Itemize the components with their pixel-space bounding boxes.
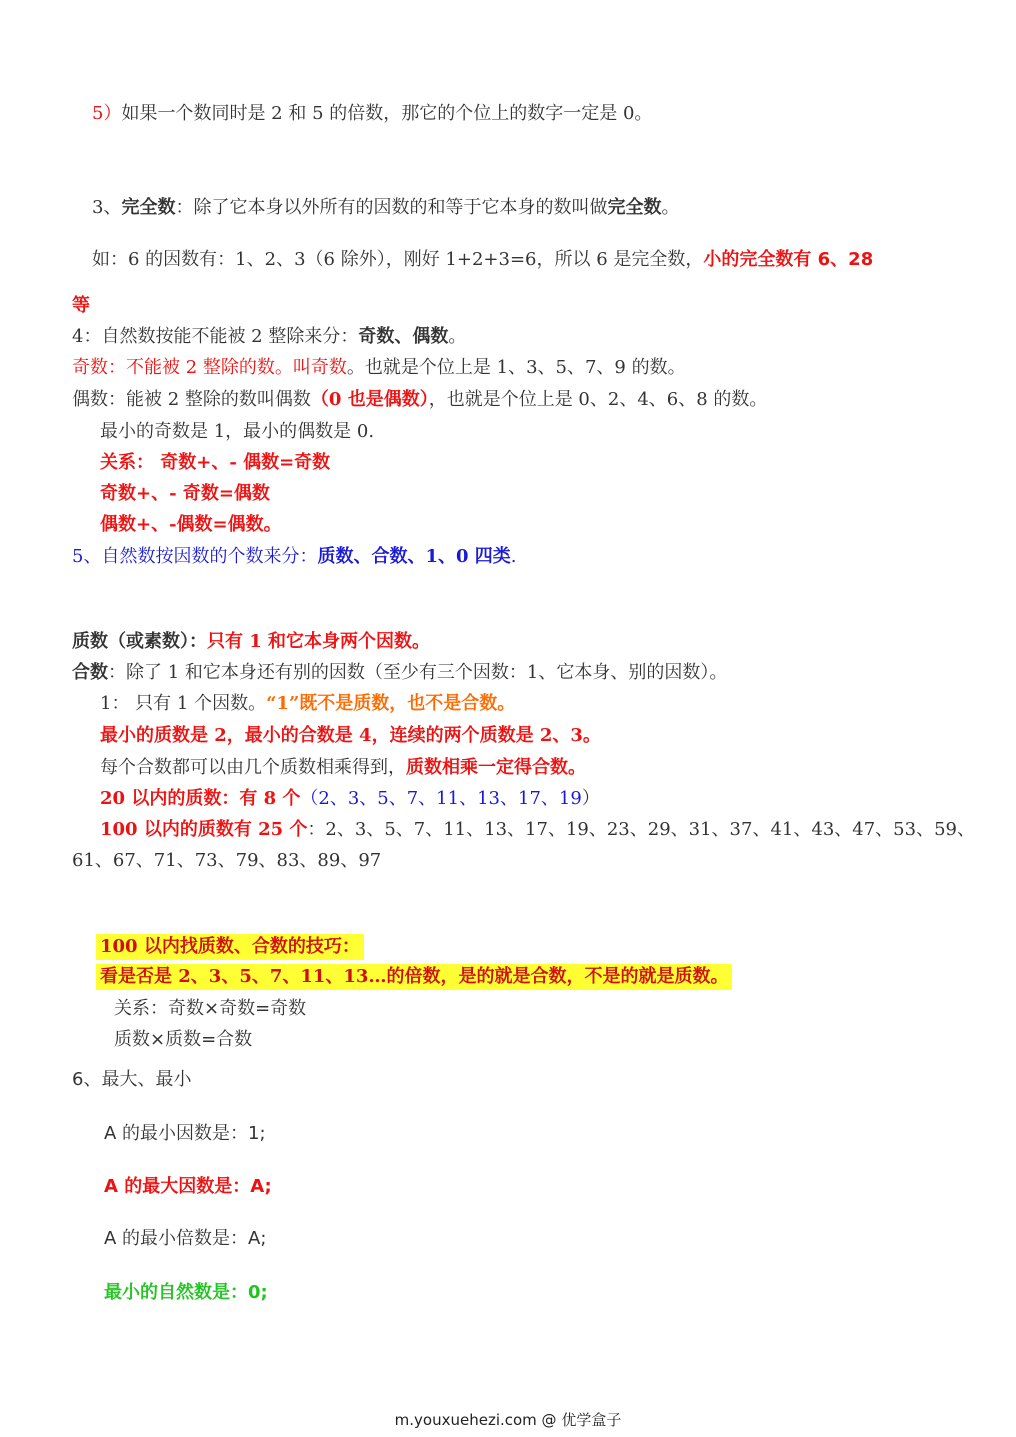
relation-text: 质数×质数=合数 [114,1029,253,1050]
term-perfect-number: 完全数 [607,197,662,218]
line-smallest-odd-even [100,420,374,444]
even-digits-text: ，也就是个位上是 0、2、4、6、8 的数。 [428,389,768,410]
punctuation: 。 [448,326,467,347]
line-relation-2 [100,482,270,506]
relation-text: 关系：奇数×奇数=奇数 [114,998,307,1019]
primes-under-100-label: 100 以内的质数有 25 个 [100,819,308,840]
line-primes-under-20 [100,787,600,811]
punctuation: 。 [661,197,680,218]
line-smallest-prime-composite [100,724,601,748]
line-one-note [100,692,515,716]
example-text: 如：6 的因数有：1、2、3（6 除外），刚好 1+2+3=6，所以 6 是完全数， [92,249,704,270]
composite-term: 合数 [72,662,108,683]
punctuation: . [510,546,517,567]
smallest-prime-composite-text: 最小的质数是 2，最小的合数是 4，连续的两个质数是 2、3。 [100,725,601,746]
relation-text: 偶数+、-偶数=偶数。 [100,514,282,535]
odd-definition: 奇数：不能被 2 整除的数。叫奇数 [72,357,347,378]
line-odd-def [72,356,686,380]
section-number: 3、 [92,197,122,218]
line-perfect-number-example [92,248,873,272]
min-natural-text: 最小的自然数是：0; [104,1282,268,1303]
composite-product-text: 每个合数都可以由几个质数相乘得到， [100,757,406,778]
line-tip-rule [96,964,732,990]
classification-text: 4：自然数按能不能被 2 整除来分： [72,326,359,347]
tip-rule: 看是否是 2、3、5、7、11、13…的倍数，是的就是合数，不是的就是质数。 [100,966,729,987]
even-definition: 偶数：能被 2 整除的数叫偶数 [72,389,311,410]
line-prime-times-prime [114,1028,252,1052]
primes-under-20-label: 20 以内的质数：有 8 个 [100,788,301,809]
primes-under-20-list: （2、3、5、7、11、13、17、19 [300,788,582,809]
line-perfect-number-def [92,196,679,220]
relation-text: 奇数+、- 奇数=偶数 [100,483,270,504]
smallest-odd-even-text: 最小的奇数是 1，最小的偶数是 0. [100,421,375,442]
classification-text: 5、自然数按因数的个数来分： [72,546,318,567]
prime-product-note: 质数相乘一定得合数。 [406,757,586,778]
item-number: 5） [92,103,122,124]
line-min-natural [104,1281,268,1305]
line-factor-count-classification [72,545,517,569]
section-heading: 6、最大、最小 [72,1069,192,1090]
line-max-factor [104,1175,272,1199]
line-primes-under-100 [100,818,975,842]
line-relation-1 [100,451,330,475]
line-multiple-of-2-and-5 [92,102,652,126]
four-categories: 质数、合数、1、0 四类 [317,546,511,567]
line-even-def [72,388,767,412]
primes-under-100-list-cont: 61、67、71、73、79、83、89、97 [72,850,382,871]
statement-text: 如果一个数同时是 2 和 5 的倍数，那它的个位上的数字一定是 0。 [121,103,653,124]
line-prime-def [72,630,430,654]
line-tip-title [96,934,364,960]
one-factor-text: 1： 只有 1 个因数。 [100,693,267,714]
max-factor-text: A 的最大因数是：A; [104,1176,272,1197]
line-min-multiple [104,1227,266,1251]
min-factor-text: A 的最小因数是：1; [104,1123,266,1144]
line-etc [72,294,90,318]
line-primes-under-100-cont [72,849,381,873]
punctuation: ） [581,788,600,809]
tip-title: 100 以内找质数、合数的技巧： [100,936,360,957]
prime-definition: 只有 1 和它本身两个因数。 [207,631,431,652]
one-neither-note: “1”既不是质数，也不是合数。 [266,693,516,714]
line-odd-times-odd [114,997,306,1021]
line-section-6-heading [72,1068,191,1092]
min-multiple-text: A 的最小倍数是：A; [104,1228,267,1249]
line-min-factor [104,1122,266,1146]
primes-under-100-list: ：2、3、5、7、11、13、17、19、23、29、31、37、41、43、47、53、59、 [307,819,975,840]
line-composite-def [72,661,727,685]
odd-digits-text: 。也就是个位上是 1、3、5、7、9 的数。 [346,357,686,378]
smallest-perfect-numbers: 小的完全数有 6、28 [703,249,874,270]
page-footer [0,1410,1016,1430]
etc-text: 等 [72,295,90,316]
line-relation-3 [100,513,282,537]
term-perfect-number: 完全数 [121,197,176,218]
composite-definition: ：除了 1 和它本身还有别的因数（至少有三个因数：1、它本身、别的因数）。 [108,662,728,683]
prime-term: 质数（或素数）： [72,631,207,652]
definition-text: ：除了它本身以外所有的因数的和等于它本身的数叫做 [175,197,608,218]
odd-even-terms: 奇数、偶数 [358,326,449,347]
zero-is-even-note: （0 也是偶数） [310,389,429,410]
footer-text: m.youxuehezi.com @ 优学盒子 [394,1411,622,1429]
relation-text: 关系： 奇数+、- 偶数=奇数 [100,452,331,473]
line-odd-even-classification [72,325,466,349]
line-composite-product [100,756,586,780]
